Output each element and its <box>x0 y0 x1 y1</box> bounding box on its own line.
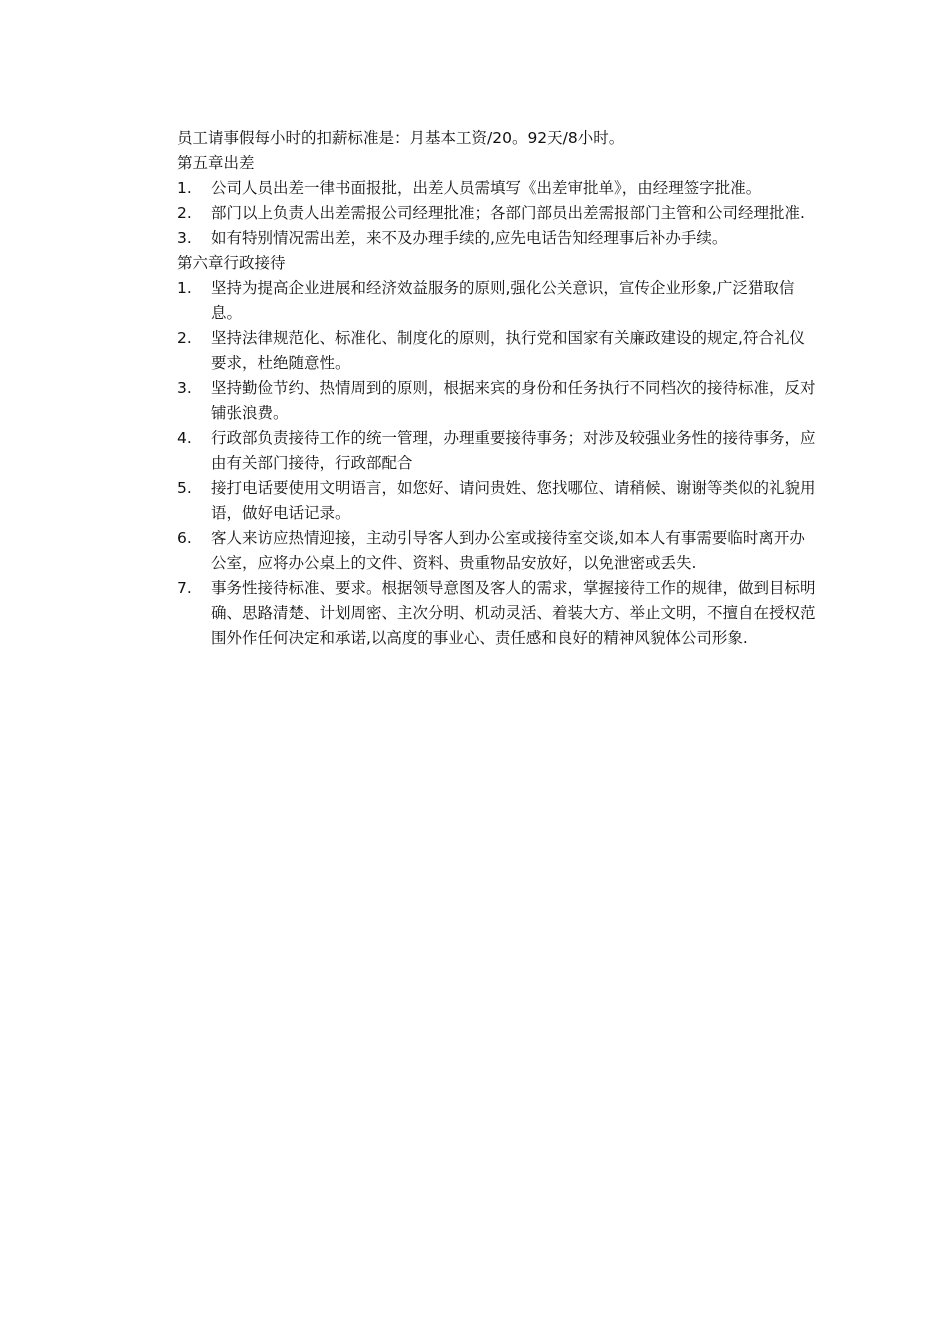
list-item <box>177 276 817 326</box>
list-item-number: 2. <box>177 204 192 222</box>
list-item <box>177 576 817 651</box>
list-item-number: 2. <box>177 329 192 347</box>
list-item-text: 坚持勤俭节约、热情周到的原则，根据来宾的身份和任务执行不同档次的接待标准，反对铺张浪费。 <box>211 379 816 422</box>
list-item-number: 5. <box>177 479 192 497</box>
list-item <box>177 176 817 201</box>
chapter-6-heading: 第六章行政接待 <box>177 254 286 272</box>
list-item-number: 4. <box>177 429 192 447</box>
list-item-number: 3. <box>177 379 192 397</box>
list-item <box>177 326 817 376</box>
list-item-text: 坚持为提高企业进展和经济效益服务的原则,强化公关意识，宣传企业形象,广泛猎取信息。 <box>211 279 795 322</box>
list-item-text: 公司人员出差一律书面报批，出差人员需填写《出差审批单》，由经理签字批准。 <box>211 179 762 197</box>
list-item <box>177 476 817 526</box>
list-item <box>177 526 817 576</box>
intro-paragraph: 员工请事假每小时的扣薪标准是：月基本工资/20。92天/8小时。 <box>177 129 625 147</box>
list-item-number: 7. <box>177 579 192 597</box>
list-item-text: 事务性接待标准、要求。根据领导意图及客人的需求，掌握接待工作的规律，做到目标明确、思路清楚、计划周密、主次分明、机动灵活、着装大方、举止文明，不擅自在授权范围外作任何决定和承诺,以高度的事业心、责任感和良好的精神风貌体公司形象. <box>211 579 816 647</box>
list-item-text: 坚持法律规范化、标准化、制度化的原则，执行党和国家有关廉政建设的规定,符合礼仪要求，杜绝随意性。 <box>211 329 805 372</box>
list-item-text: 部门以上负责人出差需报公司经理批准；各部门部员出差需报部门主管和公司经理批准. <box>211 204 805 222</box>
list-item-text: 如有特别情况需出差，来不及办理手续的,应先电话告知经理事后补办手续。 <box>211 229 728 247</box>
list-item-text: 客人来访应热情迎接，主动引导客人到办公室或接待室交谈,如本人有事需要临时离开办公室，应将办公桌上的文件、资料、贵重物品安放好，以免泄密或丢失. <box>211 529 805 572</box>
chapter-5-list <box>177 176 817 251</box>
list-item-text: 接打电话要使用文明语言，如您好、请问贵姓、您找哪位、请稍候、谢谢等类似的礼貌用语，做好电话记录。 <box>211 479 816 522</box>
list-item <box>177 376 817 426</box>
document-body <box>177 126 817 651</box>
list-item-number: 6. <box>177 529 192 547</box>
chapter-6-list <box>177 276 817 651</box>
list-item-text: 行政部负责接待工作的统一管理，办理重要接待事务；对涉及较强业务性的接待事务，应由有关部门接待，行政部配合 <box>211 429 816 472</box>
chapter-5-heading: 第五章出差 <box>177 154 255 172</box>
list-item <box>177 226 817 251</box>
list-item-number: 3. <box>177 229 192 247</box>
list-item <box>177 201 817 226</box>
list-item <box>177 426 817 476</box>
list-item-number: 1. <box>177 279 192 297</box>
list-item-number: 1. <box>177 179 192 197</box>
